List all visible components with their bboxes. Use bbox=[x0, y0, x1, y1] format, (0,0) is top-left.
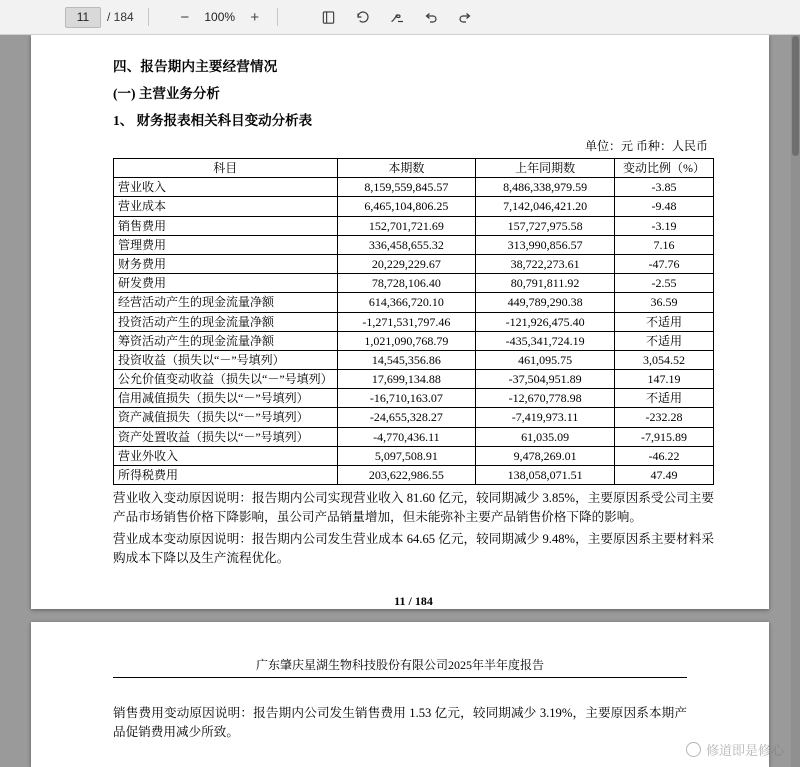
table-row bbox=[114, 293, 714, 312]
paragraph-selling-expense-note: 销售费用变动原因说明：报告期内公司发生销售费用 1.53 亿元，较同期减少 3.19%，主要原因系本期产品促销费用减少所致。 bbox=[113, 706, 687, 739]
cell-prior: 38,722,273.61 bbox=[476, 254, 615, 273]
viewer-toolbar bbox=[0, 0, 800, 35]
page-navigation bbox=[65, 7, 134, 28]
column-header-change: 变动比例（%） bbox=[614, 159, 713, 178]
cell-current: 6,465,104,806.25 bbox=[337, 197, 476, 216]
table-row bbox=[114, 408, 714, 427]
cell-prior: 80,791,811.92 bbox=[476, 274, 615, 293]
cell-change: 147.19 bbox=[614, 370, 713, 389]
table-row bbox=[114, 312, 714, 331]
cell-subject: 信用减值损失（损失以“－”号填列） bbox=[114, 389, 338, 408]
cell-subject: 公允价值变动收益（损失以“－”号填列） bbox=[114, 370, 338, 389]
table-row bbox=[114, 446, 714, 465]
table-row bbox=[114, 350, 714, 369]
cell-prior: -7,419,973.11 bbox=[476, 408, 615, 427]
cell-current: -4,770,436.11 bbox=[337, 427, 476, 446]
cell-subject: 营业收入 bbox=[114, 178, 338, 197]
redo-icon[interactable] bbox=[456, 8, 474, 26]
table-row bbox=[114, 235, 714, 254]
cell-prior: 138,058,071.51 bbox=[476, 466, 615, 485]
cell-change: 不适用 bbox=[614, 331, 713, 350]
cell-prior: 7,142,046,421.20 bbox=[476, 197, 615, 216]
cell-current: -16,710,163.07 bbox=[337, 389, 476, 408]
table-row bbox=[114, 197, 714, 216]
watermark-text: 修道即是修心 bbox=[705, 743, 784, 758]
cell-change: 47.49 bbox=[614, 466, 713, 485]
cell-current: 1,021,090,768.79 bbox=[337, 331, 476, 350]
cell-current: 614,366,720.10 bbox=[337, 293, 476, 312]
cell-subject: 所得税费用 bbox=[114, 466, 338, 485]
cell-subject: 研发费用 bbox=[114, 274, 338, 293]
cell-subject: 经营活动产生的现金流量净额 bbox=[114, 293, 338, 312]
cell-change: -47.76 bbox=[614, 254, 713, 273]
cell-subject: 财务费用 bbox=[114, 254, 338, 273]
cell-prior: 461,095.75 bbox=[476, 350, 615, 369]
toolbar-divider-2 bbox=[277, 8, 278, 26]
unit-currency-note: 单位：元 币种：人民币 bbox=[584, 139, 708, 153]
cell-change: -7,915.89 bbox=[614, 427, 713, 446]
vertical-scrollbar[interactable] bbox=[791, 34, 800, 767]
cell-current: -24,655,328.27 bbox=[337, 408, 476, 427]
cell-change: -46.22 bbox=[614, 446, 713, 465]
cell-prior: 313,990,856.57 bbox=[476, 235, 615, 254]
cell-current: 336,458,655.32 bbox=[337, 235, 476, 254]
cell-current: -1,271,531,797.46 bbox=[337, 312, 476, 331]
cell-change: -9.48 bbox=[614, 197, 713, 216]
cell-subject: 管理费用 bbox=[114, 235, 338, 254]
cell-prior: -435,341,724.19 bbox=[476, 331, 615, 350]
rotate-icon[interactable] bbox=[354, 8, 372, 26]
cell-subject: 投资收益（损失以“－”号填列） bbox=[114, 350, 338, 369]
cell-change: -2.55 bbox=[614, 274, 713, 293]
cell-prior: -121,926,475.40 bbox=[476, 312, 615, 331]
column-header-subject: 科目 bbox=[114, 159, 338, 178]
annotate-icon[interactable] bbox=[388, 8, 406, 26]
cell-change: 7.16 bbox=[614, 235, 713, 254]
table-row bbox=[114, 216, 714, 235]
cell-subject: 筹资活动产生的现金流量净额 bbox=[114, 331, 338, 350]
cell-subject: 销售费用 bbox=[114, 216, 338, 235]
cell-current: 152,701,721.69 bbox=[337, 216, 476, 235]
cell-change: 36.59 bbox=[614, 293, 713, 312]
cell-current: 8,159,559,845.57 bbox=[337, 178, 476, 197]
cell-current: 5,097,508.91 bbox=[337, 446, 476, 465]
cell-subject: 营业成本 bbox=[114, 197, 338, 216]
page-footer-number: 11 / 184 bbox=[394, 593, 433, 608]
cell-current: 203,622,986.55 bbox=[337, 466, 476, 485]
document-page-11 bbox=[31, 35, 769, 609]
table-row bbox=[114, 254, 714, 273]
table-row bbox=[114, 389, 714, 408]
cell-prior: 9,478,269.01 bbox=[476, 446, 615, 465]
page-number-input[interactable]: 11 bbox=[65, 7, 101, 28]
cell-prior: 157,727,975.58 bbox=[476, 216, 615, 235]
section-heading-1: 四、报告期内主要经营情况 bbox=[113, 59, 278, 74]
total-pages-label: / 184 bbox=[107, 10, 134, 24]
cell-prior: -12,670,778.98 bbox=[476, 389, 615, 408]
cell-prior: 8,486,338,979.59 bbox=[476, 178, 615, 197]
section-heading-2: (一) 主营业务分析 bbox=[113, 86, 220, 101]
toolbar-tools bbox=[320, 8, 474, 26]
cell-current: 20,229,229.67 bbox=[337, 254, 476, 273]
cell-change: -3.19 bbox=[614, 216, 713, 235]
financial-table bbox=[113, 158, 714, 485]
cell-current: 17,699,134.88 bbox=[337, 370, 476, 389]
zoom-in-button[interactable]: + bbox=[250, 8, 260, 26]
zoom-controls bbox=[177, 10, 263, 25]
table-row bbox=[114, 274, 714, 293]
cell-subject: 营业外收入 bbox=[114, 446, 338, 465]
cell-current: 78,728,106.40 bbox=[337, 274, 476, 293]
paragraph-revenue-note: 营业收入变动原因说明：报告期内公司实现营业收入 81.60 亿元，较同期减少 3.85%，主要原因系受公司主要产品市场销售价格下降影响，虽公司产品销量增加，但未能弥补主要产品销售价格下降的影响。 bbox=[113, 491, 714, 524]
cell-change: -3.85 bbox=[614, 178, 713, 197]
table-row bbox=[114, 427, 714, 446]
table-header-row bbox=[114, 159, 714, 178]
section-heading-3: 1、 财务报表相关科目变动分析表 bbox=[113, 113, 313, 128]
table-row bbox=[114, 466, 714, 485]
table-row bbox=[114, 370, 714, 389]
cell-current: 14,545,356.86 bbox=[337, 350, 476, 369]
cell-subject: 资产减值损失（损失以“－”号填列） bbox=[114, 408, 338, 427]
table-row bbox=[114, 178, 714, 197]
table-row bbox=[114, 331, 714, 350]
cell-prior: -37,504,951.89 bbox=[476, 370, 615, 389]
cell-change: 不适用 bbox=[614, 312, 713, 331]
document-page-12 bbox=[31, 622, 769, 767]
document-running-header: 广东肇庆星湖生物科技股份有限公司2025年半年度报告 bbox=[113, 656, 687, 678]
toolbar-divider bbox=[148, 8, 149, 26]
cell-change: 3,054.52 bbox=[614, 350, 713, 369]
undo-icon[interactable] bbox=[422, 8, 440, 26]
cell-prior: 449,789,290.38 bbox=[476, 293, 615, 312]
column-header-prior: 上年同期数 bbox=[476, 159, 615, 178]
cell-subject: 投资活动产生的现金流量净额 bbox=[114, 312, 338, 331]
zoom-level-label: 100% bbox=[204, 10, 236, 24]
document-viewer[interactable] bbox=[0, 35, 800, 767]
page-view-icon[interactable] bbox=[320, 8, 338, 26]
cell-change: -232.28 bbox=[614, 408, 713, 427]
scrollbar-thumb[interactable] bbox=[792, 36, 799, 156]
column-header-current: 本期数 bbox=[337, 159, 476, 178]
paragraph-cost-note: 营业成本变动原因说明：报告期内公司发生营业成本 64.65 亿元，较同期减少 9.48%，主要原因系主要材料采购成本下降以及生产流程优化。 bbox=[113, 532, 714, 566]
zoom-out-button[interactable]: − bbox=[180, 8, 190, 26]
cell-prior: 61,035.09 bbox=[476, 427, 615, 446]
cell-change: 不适用 bbox=[614, 389, 713, 408]
cell-subject: 资产处置收益（损失以“－”号填列） bbox=[114, 427, 338, 446]
